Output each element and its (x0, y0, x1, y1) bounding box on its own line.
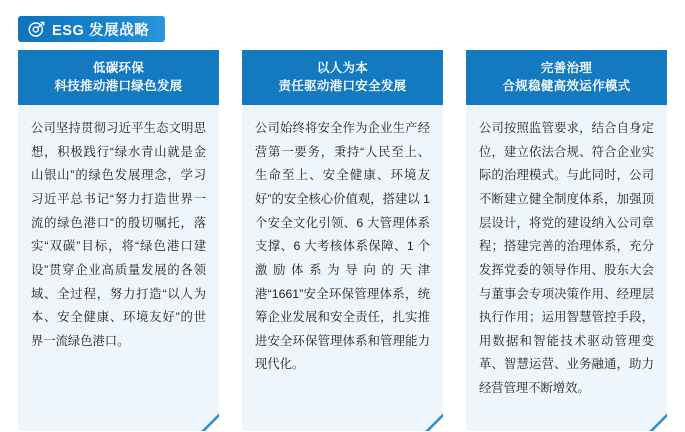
card-header (466, 50, 667, 105)
strategy-card-list (18, 50, 667, 431)
card-title-line1: 完善治理 (540, 61, 593, 75)
card-title-line1: 以人为本 (316, 61, 369, 75)
card-title-line1: 低碳环保 (92, 61, 145, 75)
folded-corner-icon (201, 413, 219, 431)
strategy-card (242, 50, 443, 431)
card-header (242, 50, 443, 105)
esg-target-icon (28, 21, 45, 38)
card-title-line2: 合规稳健高效运作模式 (502, 79, 631, 94)
folded-corner-icon (649, 413, 667, 431)
strategy-card (466, 50, 667, 431)
card-title-line2: 科技推动港口绿色发展 (54, 79, 183, 94)
card-body-text: 公司坚持贯彻习近平生态文明思想，积极践行“绿水青山就是金山银山”的绿色发展理念，学习习近平总书记“努力打造世界一流的绿色港口”的殷切嘱托，落实“双碳”目标，将“绿色港口建设”贯穿企业高质量发展的各领域、全过程，努力打造“以人为本、安全健康、环境友好”的世界一流绿色港口。 (31, 121, 206, 348)
card-body-text: 公司按照监管要求，结合自身定位，建立依法合规、符合企业实际的治理模式。与此同时，公司不断建立健全制度体系，加强顶层设计，将党的建设纳入公司章程；搭建完善的治理体系，充分发挥党委的领导作用、股东大会与董事会专项决策作用、经理层执行作用；运用智慧管控手段，用数据和智能技术驱动管理变革、智慧运营、业务融通，助力经营管理不断增效。 (479, 121, 654, 395)
strategy-card (18, 50, 219, 431)
card-header (18, 50, 219, 105)
card-title-line2: 责任驱动港口安全发展 (278, 79, 407, 94)
card-body-text: 公司始终将安全作为企业生产经营第一要务，秉持“人民至上、生命至上、安全健康、环境友好”的安全核心价值观，搭建以 1 个安全文化引领、6 大管理体系支撑、6 大考核体系保障、1 个激励体系为导向的天津港“1661”安全环保管理体系，统筹企业发展和安全责任，扎实推进安全环保管理体系和管理能力现代化。 (255, 121, 430, 372)
folded-corner-icon (425, 413, 443, 431)
section-title: ESG 发展战略 (52, 22, 150, 39)
section-header (18, 16, 165, 42)
